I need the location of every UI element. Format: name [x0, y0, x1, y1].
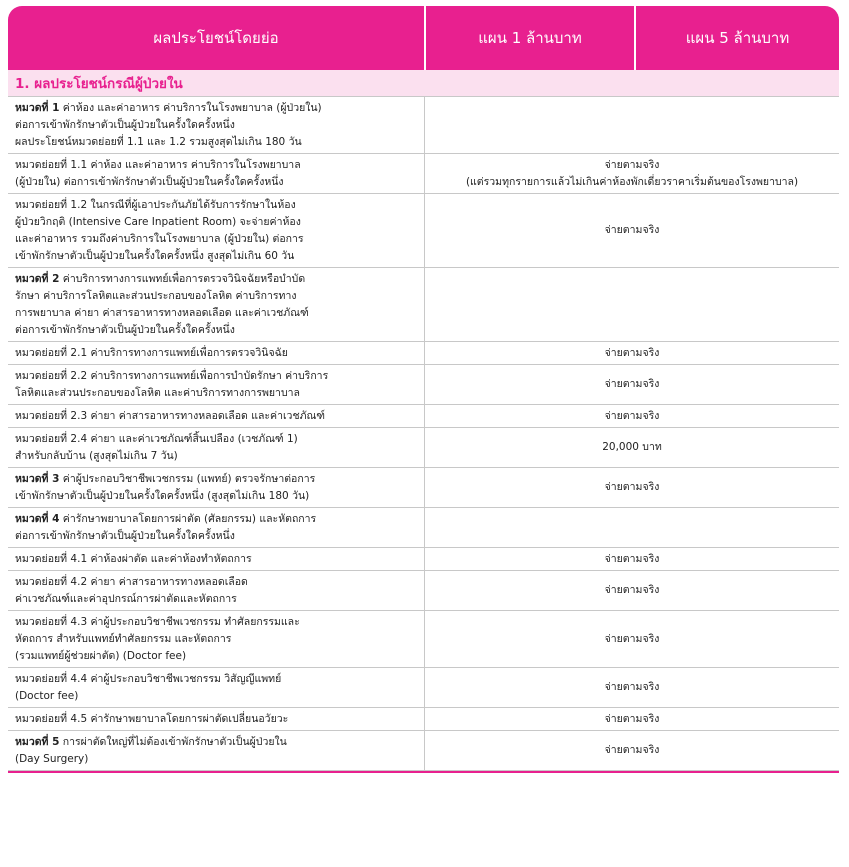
- benefit-text: ค่าบริการทางการแพทย์เพื่อการตรวจวินิจฉัยหรือบำบัด รักษา ค่าบริการโลหิตและส่วนประกอบของโลหิต ค่าบริการทาง การพยาบาล ค่ายา ค่าสารอาหารทางหลอดเลือด และค่าเวชภัณฑ์ ต่อการเข้าพักรักษาตัวเป็นผู้ป่วยในครั้งใดครั้งหนึ่ง: [15, 273, 309, 336]
- plan-value: จ่ายตามจริง: [604, 346, 660, 359]
- table-row: [8, 508, 839, 548]
- benefits-table: [8, 6, 839, 773]
- benefit-text: ค่ารักษาพยาบาลโดยการผ่าตัด (ศัลยกรรม) และหัตถการ ต่อการเข้าพักรักษาตัวเป็นผู้ป่วยในครั้งใดครั้งหนึ่ง: [15, 513, 317, 542]
- benefit-cell: [8, 611, 425, 667]
- table-row: [8, 428, 839, 468]
- category-label: หมวดที่ 3: [15, 473, 60, 485]
- table-row: [8, 268, 839, 342]
- benefit-cell: [8, 571, 425, 610]
- benefit-cell: [8, 194, 425, 267]
- table-row: [8, 468, 839, 508]
- table-row: [8, 405, 839, 428]
- benefit-cell: [8, 731, 425, 770]
- benefit-text: หมวดย่อยที่ 4.2 ค่ายา ค่าสารอาหารทางหลอดเลือด ค่าเวชภัณฑ์และค่าอุปกรณ์การผ่าตัดและหัตถการ: [15, 576, 248, 605]
- table-row: [8, 571, 839, 611]
- table-row: [8, 731, 839, 771]
- table-row: [8, 548, 839, 571]
- plan-value: จ่ายตามจริง (แต่รวมทุกรายการแล้วไม่เกินค่าห้องพักเดี่ยวราคาเริ่มต้นของโรงพยาบาล): [465, 158, 799, 188]
- benefit-text: หมวดย่อยที่ 2.1 ค่าบริการทางการแพทย์เพื่อการตรวจวินิจฉัย: [15, 347, 288, 359]
- plan-value: [425, 97, 839, 153]
- plan-value: 20,000 บาท: [602, 441, 662, 453]
- plan-value: จ่ายตามจริง: [604, 584, 660, 596]
- table-row: [8, 154, 839, 194]
- benefit-cell: [8, 97, 425, 153]
- plan-value: จ่ายตามจริง: [604, 224, 660, 236]
- benefit-cell: [8, 405, 425, 427]
- category-label: หมวดที่ 2: [15, 273, 60, 285]
- plan-value: จ่ายตามจริง: [604, 481, 660, 493]
- benefit-text: หมวดย่อยที่ 1.1 ค่าห้อง และค่าอาหาร ค่าบริการในโรงพยาบาล (ผู้ป่วยใน) ต่อการเข้าพักรักษาตัวเป็นผู้ป่วยในครั้งใดครั้งหนึ่ง: [15, 159, 301, 188]
- benefit-text: ค่าห้อง และค่าอาหาร ค่าบริการในโรงพยาบาล (ผู้ป่วยใน) ต่อการเข้าพักรักษาตัวเป็นผู้ป่วยในครั้งใดครั้งหนึ่ง ผลประโยชน์หมวดย่อยที่ 1.1 และ 1.2 รวมสูงสุดไม่เกิน 180 วัน: [15, 102, 322, 148]
- benefit-text: หมวดย่อยที่ 4.4 ค่าผู้ประกอบวิชาชีพเวชกรรม วิสัญญีแพทย์ (Doctor fee): [15, 673, 282, 702]
- benefit-cell: [8, 508, 425, 547]
- benefit-text: หมวดย่อยที่ 2.4 ค่ายา และค่าเวชภัณฑ์สิ้นเปลือง (เวชภัณฑ์ 1) สำหรับกลับบ้าน (สูงสุดไม่เกิน 7 วัน): [15, 433, 298, 462]
- benefit-text: หมวดย่อยที่ 2.2 ค่าบริการทางการแพทย์เพื่อการบำบัดรักษา ค่าบริการ โลหิตและส่วนประกอบของโลหิต และค่าบริการทางการพยาบาล: [15, 370, 329, 399]
- benefit-cell: [8, 668, 425, 707]
- table-header: [8, 6, 839, 70]
- table-row: [8, 194, 839, 268]
- plan-value: จ่ายตามจริง: [604, 378, 660, 390]
- plan-value: จ่ายตามจริง: [604, 632, 660, 645]
- table-row: [8, 365, 839, 405]
- table-row: [8, 342, 839, 365]
- benefit-cell: [8, 154, 425, 193]
- plan-value: [425, 268, 839, 341]
- benefit-cell: [8, 548, 425, 570]
- header-plan-5m: แผน 5 ล้านบาท: [685, 29, 790, 47]
- benefit-text: ค่าผู้ประกอบวิชาชีพเวชกรรม (แพทย์) ตรวจรักษาต่อการ เข้าพักรักษาตัวเป็นผู้ป่วยในครั้งใดครั้งหนึ่ง (สูงสุดไม่เกิน 180 วัน): [15, 473, 316, 502]
- plan-value: จ่ายตามจริง: [604, 744, 660, 756]
- benefit-text: หมวดย่อยที่ 2.3 ค่ายา ค่าสารอาหารทางหลอดเลือด และค่าเวชภัณฑ์: [15, 410, 325, 422]
- plan-value: จ่ายตามจริง: [604, 409, 660, 422]
- plan-value: [425, 508, 839, 547]
- category-label: หมวดที่ 4: [15, 513, 60, 525]
- table-row: [8, 97, 839, 154]
- table-row: [8, 668, 839, 708]
- plan-value: จ่ายตามจริง: [604, 552, 660, 565]
- table-bottom-rule: [8, 771, 839, 773]
- benefit-cell: [8, 708, 425, 730]
- benefit-text: หมวดย่อยที่ 1.2 ในกรณีที่ผู้เอาประกันภัยได้รับการรักษาในห้อง ผู้ป่วยวิกฤติ (Intensive Care Inpatient Room) จะจ่ายค่าห้อง และค่าอาหาร รวมถึงค่าบริการในโรงพยาบาล (ผู้ป่วยใน) ต่อการ เข้าพักรักษาตัวเป็นผู้ป่วยในครั้งใดครั้งหนึ่ง สูงสุดไม่เกิน 60 วัน: [15, 199, 304, 262]
- benefit-cell: [8, 365, 425, 404]
- benefit-cell: [8, 342, 425, 364]
- category-label: หมวดที่ 5: [15, 736, 60, 748]
- section-title: 1. ผลประโยชน์กรณีผู้ป่วยใน: [8, 70, 839, 97]
- benefit-text: หมวดย่อยที่ 4.3 ค่าผู้ประกอบวิชาชีพเวชกรรม ทำศัลยกรรมและ หัตถการ สำหรับแพทย์ทำศัลยกรรม และหัตถการ (รวมแพทย์ผู้ช่วยผ่าตัด) (Doctor fee): [15, 616, 300, 662]
- benefit-text: หมวดย่อยที่ 4.5 ค่ารักษาพยาบาลโดยการผ่าตัดเปลี่ยนอวัยวะ: [15, 713, 289, 725]
- benefit-cell: [8, 428, 425, 467]
- benefit-cell: [8, 268, 425, 341]
- plan-value: จ่ายตามจริง: [604, 681, 660, 693]
- plan-value: จ่ายตามจริง: [604, 712, 660, 725]
- category-label: หมวดที่ 1: [15, 102, 60, 114]
- table-row: [8, 611, 839, 668]
- header-benefit: ผลประโยชน์โดยย่อ: [8, 6, 426, 70]
- benefit-text: หมวดย่อยที่ 4.1 ค่าห้องผ่าตัด และค่าห้องทำหัตถการ: [15, 553, 252, 565]
- benefit-text: การผ่าตัดใหญ่ที่ไม่ต้องเข้าพักรักษาตัวเป็นผู้ป่วยใน (Day Surgery): [15, 736, 287, 765]
- table-row: [8, 708, 839, 731]
- benefit-cell: [8, 468, 425, 507]
- header-plan-1m: แผน 1 ล้านบาท: [426, 6, 636, 70]
